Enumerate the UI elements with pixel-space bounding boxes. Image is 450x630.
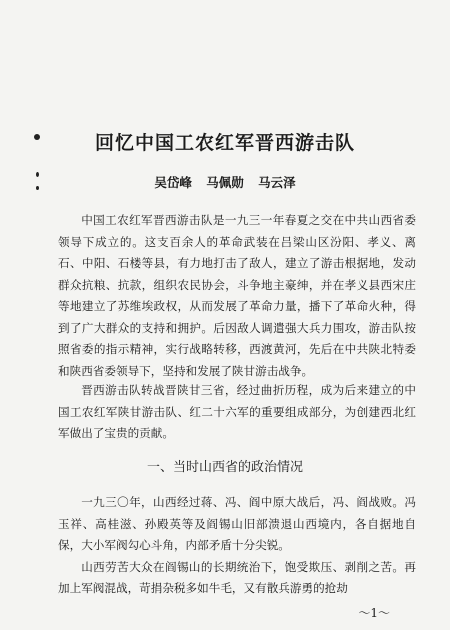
section-heading: 一、当时山西省的政治情况 [146, 460, 303, 475]
intro-paragraph-1 [58, 210, 416, 382]
page-title: 回忆中国工农红军晋西游击队 [94, 132, 355, 154]
paragraph: 晋西游击队转战晋陕甘三省，经过曲折历程，成为后来建立的中国工农红军陕甘游击队、红二十六军的重要组成部分，为创建西北红军做出了宝贵的贡献。 [58, 383, 416, 440]
page-number: ～1～ [358, 606, 390, 620]
paragraph: 中国工农红军晋西游击队是一九三一年春夏之交在中共山西省委领导下成立的。这支百余人的革命武装在吕梁山区汾阳、孝义、离石、中阳、石楼等县，有力地打击了敌人，建立了游击根据地，发动群众抗粮、抗款，组织农民协会，斗争地主豪绅，并在孝义县西宋庄等地建立了苏维埃政权，从而发展了革命力量，播下了革命火种，得到了广大群众的支持和拥护。后因敌人调遣强大兵力围攻，游击队按照省委的指示精神，实行战略转移，西渡黄河，先后在中共陕北特委和陕西省委领导下，坚持和发展了陕甘游击战争。 [58, 213, 416, 378]
paragraph: 山西劳苦大众在阎锡山的长期统治下，饱受欺压、剥削之苦。再加上军阀混战，苛捐杂税多如牛毛，又有散兵游勇的抢劫 [58, 559, 416, 595]
intro-paragraph-2 [58, 380, 416, 445]
paragraph: 一九三〇年，山西经过蒋、冯、阎中原大战后，冯、阎战败。冯玉祥、高桂滋、孙殿英等及阎锡山旧部溃退山西境内，各自据地自保，大小军阀勾心斗角，内部矛盾十分尖锐。 [58, 495, 416, 552]
author-line: 吴岱峰 马佩勋 马云泽 [154, 175, 296, 190]
section-body [58, 492, 416, 600]
